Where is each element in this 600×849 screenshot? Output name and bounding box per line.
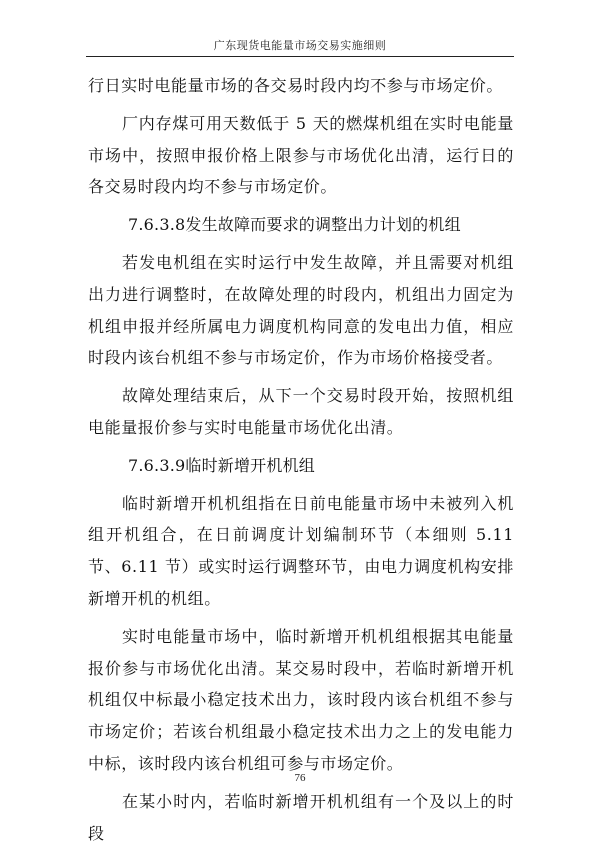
header-rule [86, 56, 514, 57]
page-number: 76 [294, 772, 306, 784]
paragraph-continuation: 行日实时电能量市场的各交易时段内均不参与市场定价。 [88, 76, 504, 95]
section-heading-7-6-3-9: 7.6.3.9临时新增开机机组 [128, 455, 315, 475]
paragraph-temporary-units-definition: 临时新增开机机组指在日前电能量市场中未被列入机组开机组合，在日前调度计划编制环节（本细则 5.11 节、6.11 节）或实时运行调整环节，由电力调度机构安排新增开机的机组。 [88, 493, 514, 608]
document-body [88, 70, 514, 849]
paragraph-hourly-rule: 在某小时内，若临时新增开机机组有一个及以上的时段 [88, 791, 514, 843]
paragraph-temporary-units-pricing: 实时电能量市场中，临时新增开机机组根据其电能量报价参与市场优化出清。某交易时段中，若临时新增开机机组仅中标最小稳定技术出力，该时段内该台机组不参与市场定价；若该台机组最小稳定技术出力之上的发电能力中标，该时段内该台机组可参与市场定价。 [88, 626, 514, 773]
paragraph-fault-end: 故障处理结束后，从下一个交易时段开始，按照机组电能量报价参与实时电能量市场优化出清。 [88, 386, 514, 437]
paragraph-coal-storage: 厂内存煤可用天数低于 5 天的燃煤机组在实时电能量市场中，按照申报价格上限参与市场优化出清，运行日的各交易时段内均不参与市场定价。 [88, 113, 514, 197]
running-header: 广东现货电能量市场交易实施细则 [213, 39, 387, 52]
section-heading-7-6-3-8: 7.6.3.8发生故障而要求的调整出力计划的机组 [128, 215, 461, 235]
paragraph-fault-adjustment: 若发电机组在实时运行中发生故障，并且需要对机组出力进行调整时，在故障处理的时段内，机组出力固定为机组申报并经所属电力调度机构同意的发电出力值，相应时段内该台机组不参与市场定价，作为市场价格接受者。 [88, 252, 514, 368]
